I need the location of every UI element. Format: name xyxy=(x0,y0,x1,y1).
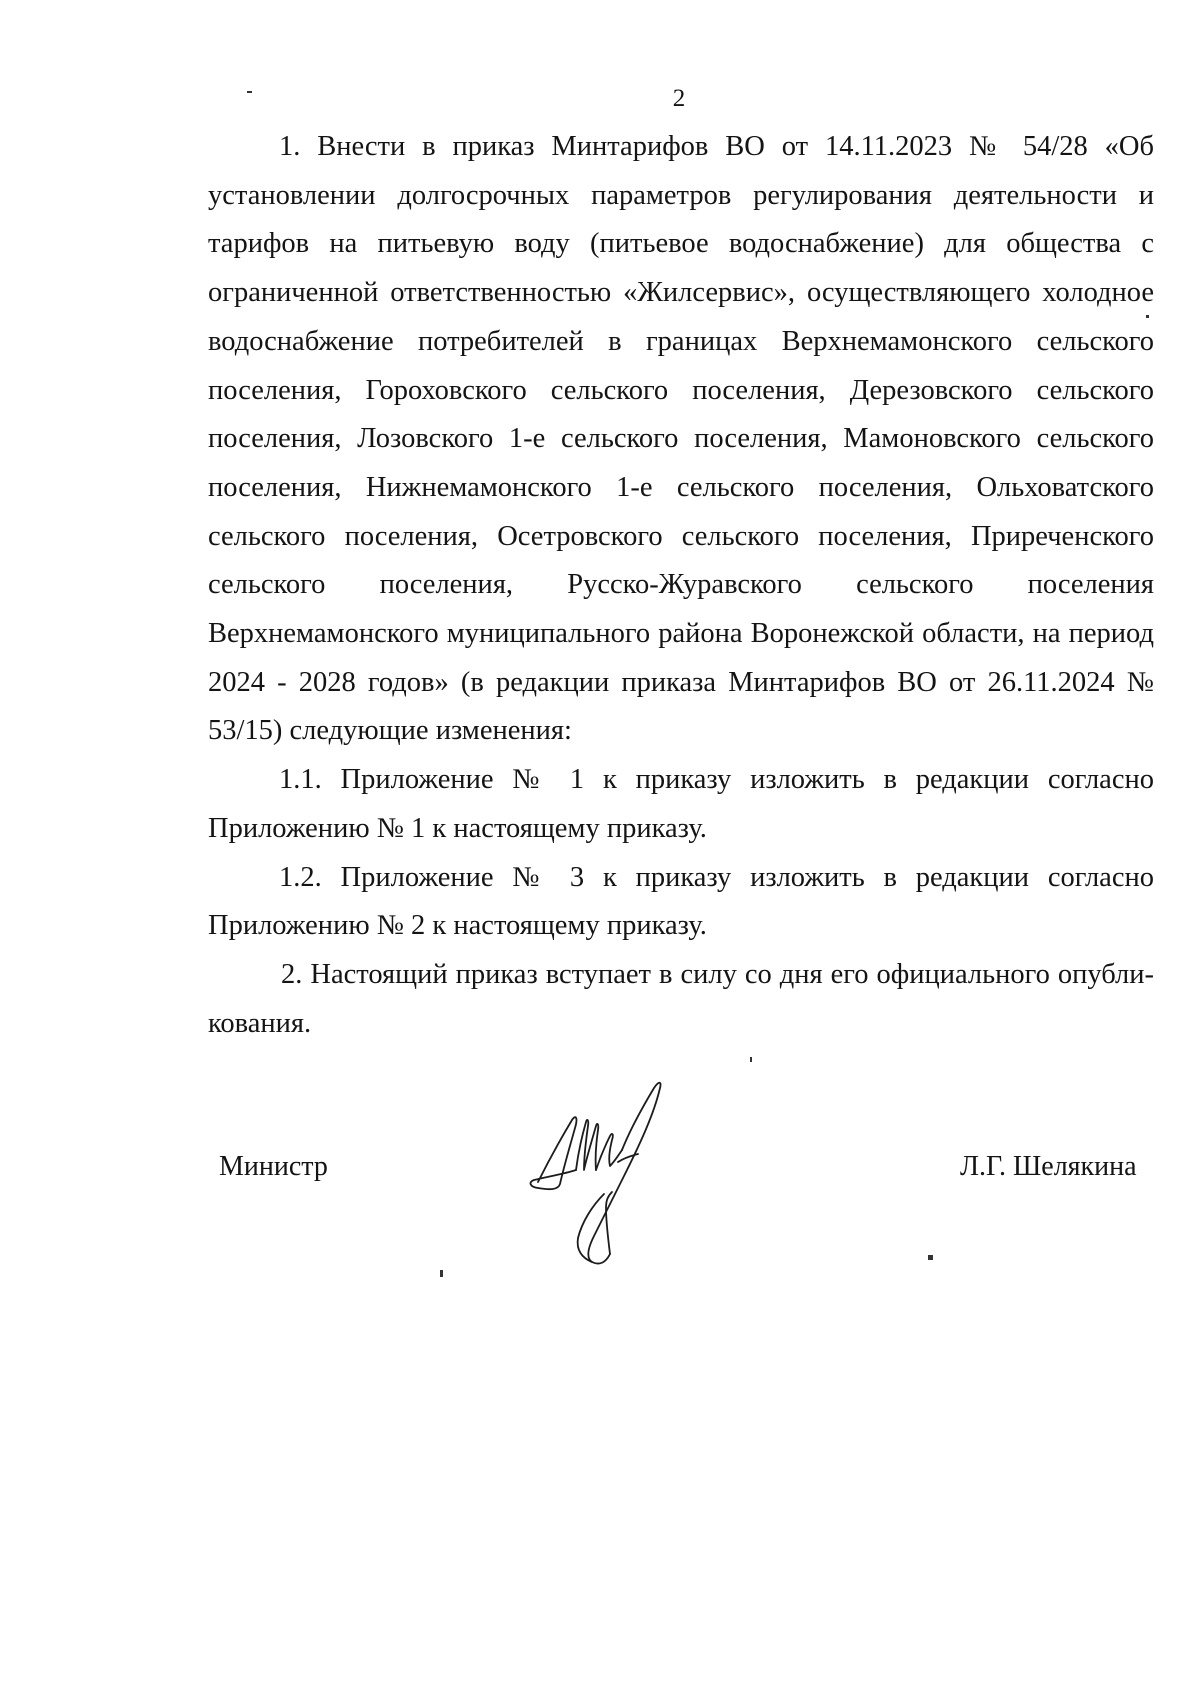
scan-speck xyxy=(440,1270,443,1277)
signer-position: Министр xyxy=(219,1151,328,1182)
paragraph-appendix-1: 1.1. Приложение № 1 к приказу изложить в редакции согласно Приложению № 1 к настоящему приказу. xyxy=(208,764,1154,844)
paragraph-amendment: 1. Внести в приказ Минтарифов ВО от 14.11.2023 № 54/28 «Об установлении долгосрочных параметров регулирования деятельности и тарифов на питьевую воду (питьевое водоснабжение) для общества с ограниченной ответственностью «Жилсервис», осуществляющего холодное водоснабжение потребителей в границах Верхнемамонского сельского поселения, Гороховского сельского поселения, Дерезовского сельского поселения, Лозовского 1-е сельского поселения, Мамоновского сельского поселения, Нижнемамонского 1-е сельского поселения, Ольховатского сельского поселения, Осетровского сельского поселения, Приреченского сельского поселения, Русско-Журавского сельского поселения Верхнемамонского муниципального района Воронежской области, на период 2024 - 2028 годов» (в редакции приказа Минтарифов ВО от 26.11.2024 № 53/15) следующие изменения: xyxy=(208,131,1154,747)
scan-speck xyxy=(928,1255,933,1260)
scan-speck xyxy=(247,91,252,93)
page-number: 2 xyxy=(672,85,686,112)
scan-speck xyxy=(1146,315,1149,318)
paragraph-appendix-3: 1.2. Приложение № 3 к приказу изложить в редакции согласно Приложению № 2 к настоящему приказу. xyxy=(208,861,1154,942)
scan-speck xyxy=(750,1057,752,1062)
document-body xyxy=(208,123,1154,1048)
handwritten-signature xyxy=(520,1070,695,1270)
paragraph-effective-date: 2. Настоящий приказ вступает в силу со дня его официального опубликования. xyxy=(208,958,1154,1039)
signer-name: Л.Г. Шелякина xyxy=(960,1151,1137,1182)
